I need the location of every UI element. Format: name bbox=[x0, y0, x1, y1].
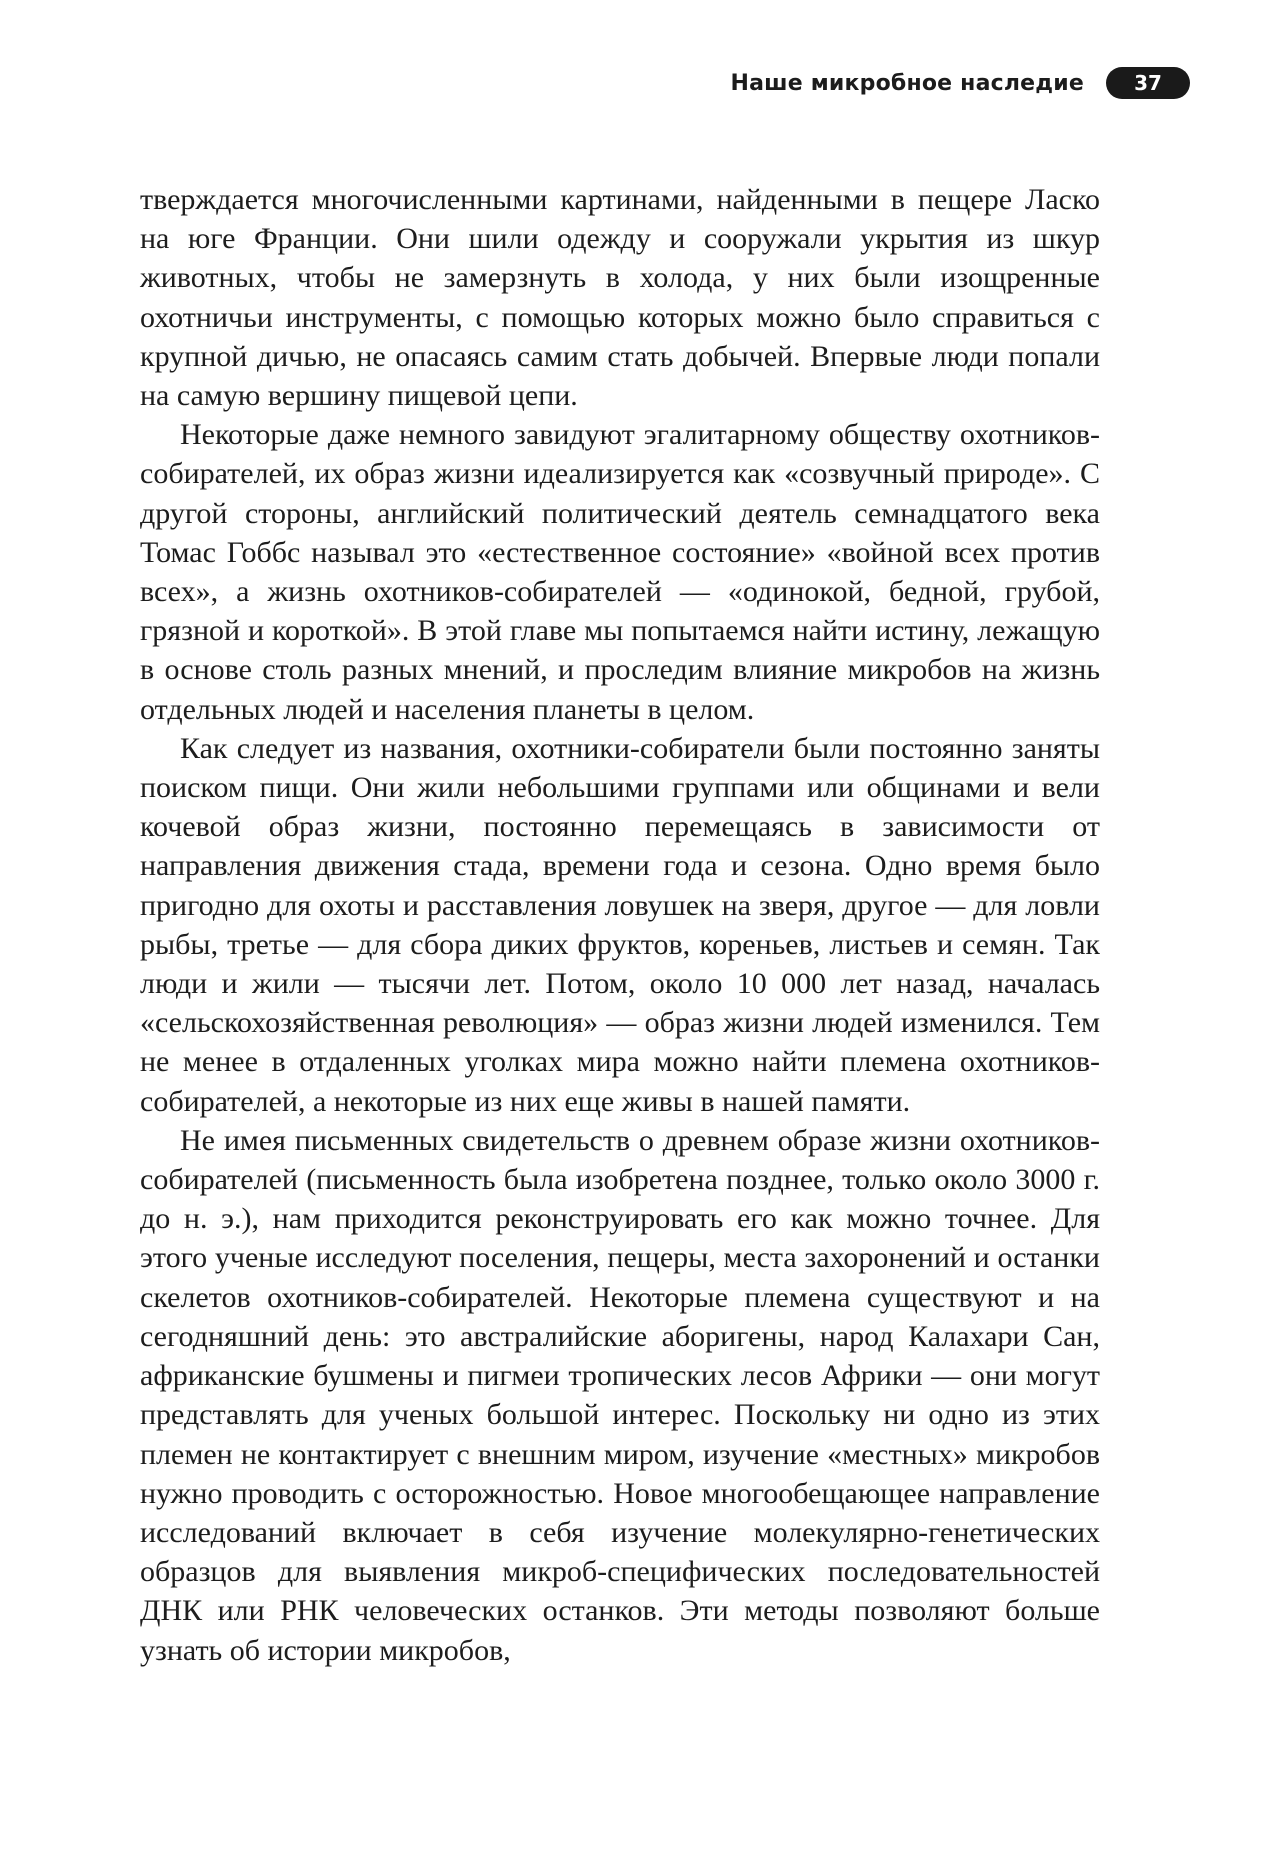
body-text bbox=[140, 180, 1100, 1670]
paragraph-continuation: тверждается многочисленными картинами, найденными в пещере Ласко на юге Франции. Они шили одежду и сооружали укрытия из шкур животных, чтобы не замерзнуть в холода, у них были изощренные охотничьи инструменты, с помощью которых можно было справиться с крупной дичью, не опасаясь самим стать добычей. Впервые люди попали на самую вершину пищевой цепи. bbox=[140, 183, 1100, 413]
page-number-badge: 37 bbox=[1106, 67, 1190, 99]
paragraph-hunter-gatherer-views: Некоторые даже немного завидуют эгалитарному обществу охотников-собирателей, их образ жизни идеализируется как «созвучный природе». С другой стороны, английский политический деятель семнадцатого века Томас Гоббс называл это «естественное состояние» «войной всех против всех», а жизнь охотников-собирателей — «одинокой, бедной, грубой, грязной и короткой». В этой главе мы попытаемся найти истину, лежащую в основе столь разных мнений, и проследим влияние микробов на жизнь отдельных людей и населения планеты в целом. bbox=[140, 418, 1100, 726]
running-head bbox=[731, 66, 1190, 100]
paragraph-research-methods: Не имея письменных свидетельств о древнем образе жизни охотников-собирателей (письменность была изобретена позднее, только около 3000 г. до н. э.), нам приходится реконструировать его как можно точнее. Для этого ученые исследуют поселения, пещеры, места захоронений и останки скелетов охотников-собирателей. Некоторые племена существуют и на сегодняшний день: это австралийские аборигены, народ Калахари Сан, африканские бушмены и пигмеи тропических лесов Африки — они могут представлять для ученых большой интерес. Поскольку ни одно из этих племен не контактирует с внешним миром, изучение «местных» микробов нужно проводить с осторожностью. Новое многообещающее направление исследований включает в себя изучение молекулярно-генетических образцов для выявления микроб-специфических последовательностей ДНК или РНК человеческих останков. Эти методы позволяют больше узнать об истории микробов, bbox=[140, 1123, 1100, 1667]
running-title: Наше микробное наследие bbox=[730, 70, 1084, 96]
paragraph-nomadic-life: Как следует из названия, охотники-собиратели были постоянно заняты поиском пищи. Они жили небольшими группами или общинами и вели кочевой образ жизни, постоянно перемещаясь в зависимости от направления движения стада, времени года и сезона. Одно время было пригодно для охоты и расставления ловушек на зверя, другое — для ловли рыбы, третье — для сбора диких фруктов, кореньев, листьев и семян. Так люди и жили — тысячи лет. Потом, около 10 000 лет назад, началась «сельскохозяйственная революция» — образ жизни людей изменился. Тем не менее в отдаленных уголках мира можно найти племена охотников-собирателей, а некоторые из них еще живы в нашей памяти. bbox=[140, 731, 1100, 1118]
